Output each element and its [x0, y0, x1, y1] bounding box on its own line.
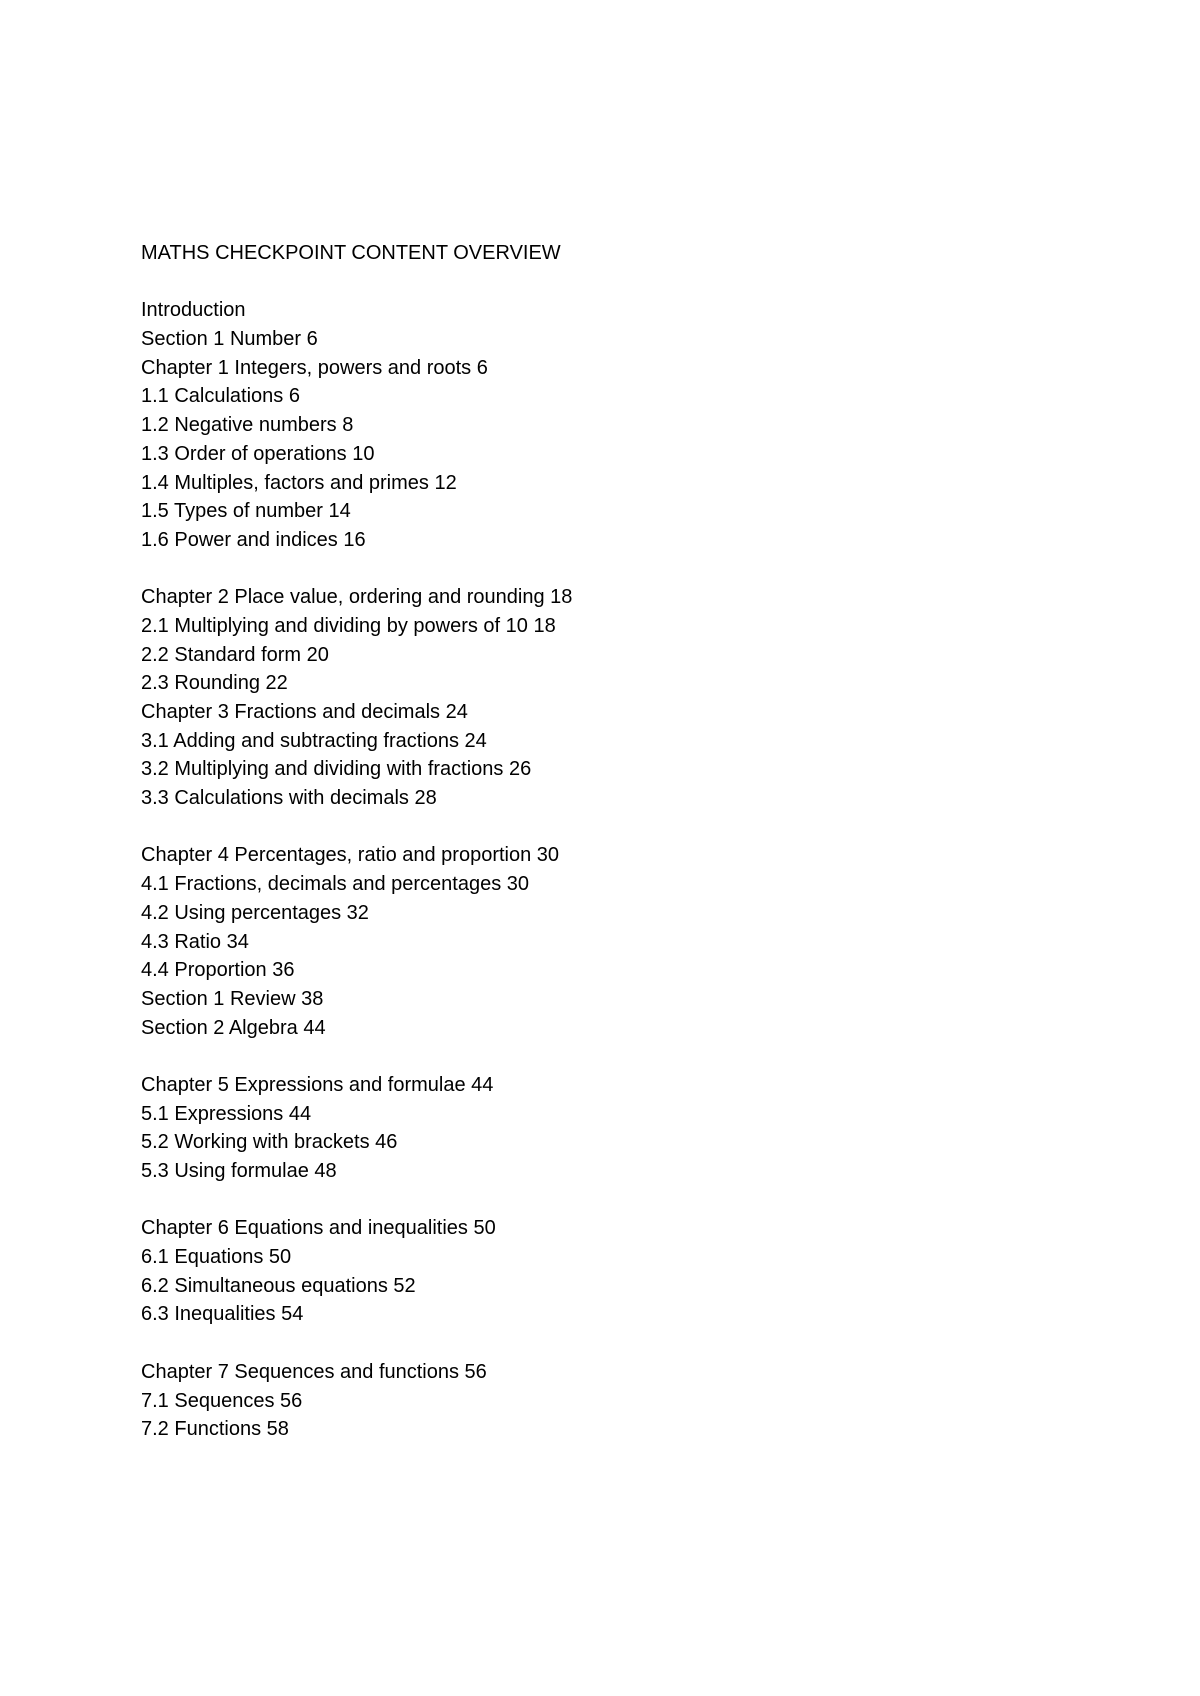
toc-entry: 1.3 Order of operations 10 [141, 442, 375, 465]
toc-group-1 [141, 296, 1141, 554]
toc-entry: 1.1 Calculations 6 [141, 385, 300, 408]
toc-entry: 4.2 Using percentages 32 [141, 901, 369, 924]
toc-entry: 2.2 Standard form 20 [141, 643, 329, 666]
toc-entry: 3.2 Multiplying and dividing with fractions 26 [141, 758, 532, 781]
toc-entry: 6.3 Inequalities 54 [141, 1303, 304, 1326]
toc-entry: 1.4 Multiples, factors and primes 12 [141, 471, 457, 494]
toc-entry: Section 1 Number 6 [141, 328, 318, 351]
toc-entry: Chapter 2 Place value, ordering and rounding 18 [141, 586, 573, 609]
document-title: MATHS CHECKPOINT CONTENT OVERVIEW [141, 242, 561, 264]
toc-entry: Chapter 1 Integers, powers and roots 6 [141, 356, 488, 379]
toc-entry: 7.2 Functions 58 [141, 1418, 289, 1441]
toc-entry: Chapter 3 Fractions and decimals 24 [141, 701, 468, 723]
toc-entry: Chapter 5 Expressions and formulae 44 [141, 1073, 494, 1096]
table-of-contents [141, 239, 1141, 1444]
toc-entry: 3.1 Adding and subtracting fractions 24 [141, 729, 487, 752]
toc-entry: 3.3 Calculations with decimals 28 [141, 787, 437, 810]
toc-entry: Chapter 4 Percentages, ratio and proportion 30 [141, 844, 560, 867]
toc-entry: 2.1 Multiplying and dividing by powers of 10 18 [141, 614, 556, 637]
toc-entry: 1.2 Negative numbers 8 [141, 414, 354, 437]
toc-entry: 5.1 Expressions 44 [141, 1102, 312, 1125]
spacer [141, 813, 1141, 842]
toc-entry: 1.5 Types of number 14 [141, 500, 351, 523]
toc-entry: 4.3 Ratio 34 [141, 930, 249, 953]
toc-entry: 6.2 Simultaneous equations 52 [141, 1274, 416, 1297]
toc-group-5 [141, 1214, 1141, 1329]
toc-entry: 5.3 Using formulae 48 [141, 1160, 337, 1182]
toc-entry: Introduction [141, 299, 246, 322]
toc-entry: Section 1 Review 38 [141, 987, 324, 1010]
toc-entry: 5.2 Working with brackets 46 [141, 1131, 398, 1154]
spacer [141, 1186, 1141, 1215]
toc-entry: 2.3 Rounding 22 [141, 672, 288, 695]
toc-group-3 [141, 841, 1141, 1042]
spacer [141, 1329, 1141, 1358]
toc-entry: Chapter 6 Equations and inequalities 50 [141, 1217, 496, 1240]
toc-entry: 1.6 Power and indices 16 [141, 528, 366, 551]
spacer [141, 268, 1141, 297]
toc-entry: 7.1 Sequences 56 [141, 1389, 303, 1412]
toc-entry: 6.1 Equations 50 [141, 1246, 292, 1269]
toc-group-2 [141, 583, 1141, 813]
toc-entry: 4.4 Proportion 36 [141, 959, 295, 982]
toc-entry: 4.1 Fractions, decimals and percentages 30 [141, 873, 529, 896]
toc-entry: Section 2 Algebra 44 [141, 1016, 326, 1039]
toc-entry: Chapter 7 Sequences and functions 56 [141, 1360, 487, 1383]
spacer [141, 1042, 1141, 1071]
toc-group-4 [141, 1071, 1141, 1186]
toc-group-6 [141, 1358, 1141, 1444]
spacer [141, 555, 1141, 584]
